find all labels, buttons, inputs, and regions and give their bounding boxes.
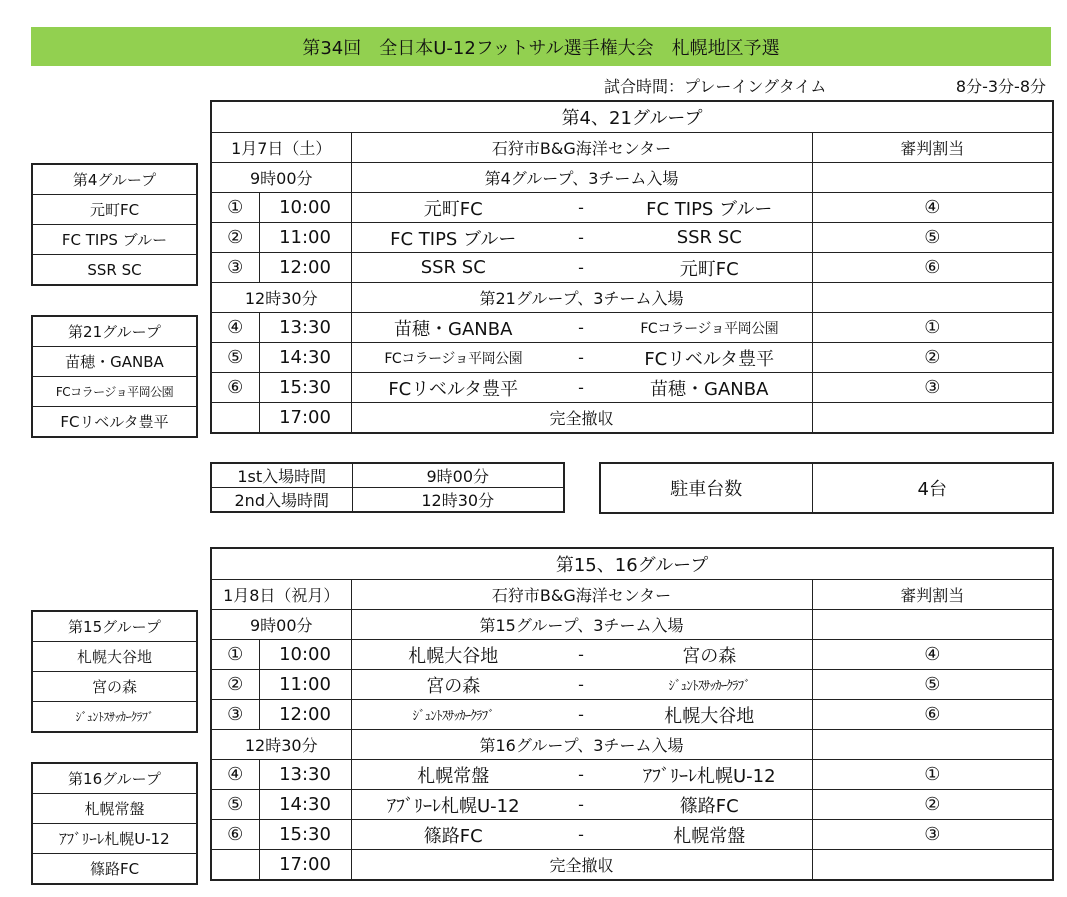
- match-sep: -: [555, 670, 607, 700]
- close-time: 17:00: [259, 403, 351, 434]
- match-ref: ⑥: [812, 700, 1053, 730]
- match-away: FC TIPS ブルー: [607, 193, 812, 223]
- close-time: 17:00: [259, 850, 351, 881]
- match-row: [211, 313, 1053, 343]
- match-home: 宮の森: [351, 670, 555, 700]
- match-no: ④: [211, 313, 259, 343]
- group-label: 第16グループ: [32, 763, 197, 794]
- team-name: ｱﾌﾞﾘｰﾚ札幌U-12: [32, 824, 197, 854]
- block-title-row: [211, 101, 1053, 133]
- match-time: 12:00: [259, 700, 351, 730]
- match-time: 15:30: [259, 373, 351, 403]
- session-time: 9時00分: [211, 610, 351, 640]
- match-row: [211, 760, 1053, 790]
- close-row: [211, 850, 1053, 881]
- block-header-row: [211, 580, 1053, 610]
- match-sep: -: [555, 760, 607, 790]
- close-label: 完全撤収: [351, 403, 812, 434]
- session-entry: 第16グループ、3チーム入場: [351, 730, 812, 760]
- match-away: SSR SC: [607, 223, 812, 253]
- match-row: [211, 193, 1053, 223]
- match-ref: ⑥: [812, 253, 1053, 283]
- match-sep: -: [555, 193, 607, 223]
- match-home: 苗穂・GANBA: [351, 313, 555, 343]
- close-no-blank: [211, 850, 259, 881]
- team-name: FCリベルタ豊平: [32, 407, 197, 438]
- team-name: 札幌大谷地: [32, 642, 197, 672]
- match-sep: -: [555, 700, 607, 730]
- match-ref: ②: [812, 790, 1053, 820]
- match-time: 13:30: [259, 760, 351, 790]
- match-no: ②: [211, 223, 259, 253]
- match-no: ⑥: [211, 820, 259, 850]
- match-row: [211, 670, 1053, 700]
- match-ref: ④: [812, 193, 1053, 223]
- close-label: 完全撤収: [351, 850, 812, 881]
- match-no: ⑥: [211, 373, 259, 403]
- entry-times-table: [210, 462, 565, 513]
- team-name: SSR SC: [32, 255, 197, 286]
- match-time: 11:00: [259, 223, 351, 253]
- group-label: 第15グループ: [32, 611, 197, 642]
- match-time: 10:00: [259, 193, 351, 223]
- schedule-table-block1: [210, 100, 1054, 434]
- close-row: [211, 403, 1053, 434]
- match-no: ⑤: [211, 343, 259, 373]
- entry-time-value: 9時00分: [352, 463, 564, 488]
- team-name: ｼﾞｭﾝﾄｽｻｯｶｰｸﾗﾌﾞ: [32, 702, 197, 733]
- group-team-list: [31, 610, 198, 733]
- match-time: 14:30: [259, 790, 351, 820]
- match-no: ④: [211, 760, 259, 790]
- match-sep: -: [555, 820, 607, 850]
- match-rule-label: 試合時間：プレーイングタイム: [604, 77, 827, 96]
- group-team-list: [31, 762, 198, 885]
- match-home: 元町FC: [351, 193, 555, 223]
- match-away: ｱﾌﾞﾘｰﾚ札幌U-12: [607, 760, 812, 790]
- session-time: 12時30分: [211, 283, 351, 313]
- close-ref-blank: [812, 403, 1053, 434]
- match-time: 15:30: [259, 820, 351, 850]
- session-time: 9時00分: [211, 163, 351, 193]
- match-sep: -: [555, 373, 607, 403]
- match-row: [211, 820, 1053, 850]
- session-time: 12時30分: [211, 730, 351, 760]
- match-home: 篠路FC: [351, 820, 555, 850]
- block-date: 1月7日（土）: [211, 133, 351, 163]
- team-name: 元町FC: [32, 195, 197, 225]
- match-home: ｱﾌﾞﾘｰﾚ札幌U-12: [351, 790, 555, 820]
- match-away: 宮の森: [607, 640, 812, 670]
- match-away: FCリベルタ豊平: [607, 343, 812, 373]
- match-ref: ⑤: [812, 670, 1053, 700]
- session-ref-blank: [812, 283, 1053, 313]
- team-name: FCコラージョ平岡公園: [32, 377, 197, 407]
- match-row: [211, 640, 1053, 670]
- team-name: 札幌常盤: [32, 794, 197, 824]
- schedule-table-block2: [210, 547, 1054, 881]
- match-no: ⑤: [211, 790, 259, 820]
- match-away: ｼﾞｭﾝﾄｽｻｯｶｰｸﾗﾌﾞ: [607, 670, 812, 700]
- match-time: 12:00: [259, 253, 351, 283]
- team-name: 宮の森: [32, 672, 197, 702]
- team-name: FC TIPS ブルー: [32, 225, 197, 255]
- close-no-blank: [211, 403, 259, 434]
- match-home: ｼﾞｭﾝﾄｽｻｯｶｰｸﾗﾌﾞ: [351, 700, 555, 730]
- group-team-list: [31, 315, 198, 438]
- match-home: 札幌大谷地: [351, 640, 555, 670]
- group-team-list: [31, 163, 198, 286]
- block-title: 第4、21グループ: [211, 101, 1053, 133]
- match-row: [211, 223, 1053, 253]
- match-ref: ②: [812, 343, 1053, 373]
- block-venue: 石狩市B&G海洋センター: [351, 580, 812, 610]
- close-ref-blank: [812, 850, 1053, 881]
- match-sep: -: [555, 313, 607, 343]
- page-title: 第34回 全日本U-12フットサル選手権大会 札幌地区予選: [302, 37, 780, 59]
- match-away: 篠路FC: [607, 790, 812, 820]
- match-ref: ⑤: [812, 223, 1053, 253]
- match-away: 札幌常盤: [607, 820, 812, 850]
- match-away: 札幌大谷地: [607, 700, 812, 730]
- block-title: 第15、16グループ: [211, 548, 1053, 580]
- session-entry-row: [211, 730, 1053, 760]
- match-time: 14:30: [259, 343, 351, 373]
- session-entry-row: [211, 163, 1053, 193]
- match-home: FC TIPS ブルー: [351, 223, 555, 253]
- match-no: ③: [211, 253, 259, 283]
- match-sep: -: [555, 253, 607, 283]
- ref-header: 審判割当: [812, 580, 1053, 610]
- session-entry-row: [211, 283, 1053, 313]
- match-row: [211, 373, 1053, 403]
- entry-time-label: 2nd入場時間: [211, 488, 352, 513]
- group-label: 第4グループ: [32, 164, 197, 195]
- match-no: ①: [211, 193, 259, 223]
- match-row: [211, 253, 1053, 283]
- match-away: 元町FC: [607, 253, 812, 283]
- entry-time-value: 12時30分: [352, 488, 564, 513]
- parking-table: [599, 462, 1054, 514]
- match-no: ②: [211, 670, 259, 700]
- block-header-row: [211, 133, 1053, 163]
- team-name: 苗穂・GANBA: [32, 347, 197, 377]
- match-no: ③: [211, 700, 259, 730]
- session-entry-row: [211, 610, 1053, 640]
- match-home: FCリベルタ豊平: [351, 373, 555, 403]
- match-ref: ③: [812, 373, 1053, 403]
- match-ref: ④: [812, 640, 1053, 670]
- session-ref-blank: [812, 730, 1053, 760]
- match-ref: ①: [812, 760, 1053, 790]
- match-sep: -: [555, 223, 607, 253]
- match-away: 苗穂・GANBA: [607, 373, 812, 403]
- match-time: 10:00: [259, 640, 351, 670]
- match-ref: ③: [812, 820, 1053, 850]
- match-sep: -: [555, 640, 607, 670]
- match-row: [211, 700, 1053, 730]
- ref-header: 審判割当: [812, 133, 1053, 163]
- session-entry: 第4グループ、3チーム入場: [351, 163, 812, 193]
- parking-label: 駐車台数: [600, 463, 812, 513]
- entry-time-label: 1st入場時間: [211, 463, 352, 488]
- team-name: 篠路FC: [32, 854, 197, 885]
- match-row: [211, 790, 1053, 820]
- session-entry: 第21グループ、3チーム入場: [351, 283, 812, 313]
- match-rule-value: 8分-3分-8分: [955, 77, 1046, 96]
- match-home: FCコラージョ平岡公園: [351, 343, 555, 373]
- session-entry: 第15グループ、3チーム入場: [351, 610, 812, 640]
- group-label: 第21グループ: [32, 316, 197, 347]
- match-time: 11:00: [259, 670, 351, 700]
- parking-value: 4台: [812, 463, 1053, 513]
- match-home: 札幌常盤: [351, 760, 555, 790]
- match-time: 13:30: [259, 313, 351, 343]
- match-home: SSR SC: [351, 253, 555, 283]
- match-rule: [560, 72, 1050, 98]
- block-date: 1月8日（祝月）: [211, 580, 351, 610]
- match-no: ①: [211, 640, 259, 670]
- match-ref: ①: [812, 313, 1053, 343]
- page-title-banner: [31, 27, 1051, 66]
- block-title-row: [211, 548, 1053, 580]
- session-ref-blank: [812, 163, 1053, 193]
- match-away: FCコラージョ平岡公園: [607, 313, 812, 343]
- session-ref-blank: [812, 610, 1053, 640]
- block-venue: 石狩市B&G海洋センター: [351, 133, 812, 163]
- match-sep: -: [555, 343, 607, 373]
- match-sep: -: [555, 790, 607, 820]
- match-row: [211, 343, 1053, 373]
